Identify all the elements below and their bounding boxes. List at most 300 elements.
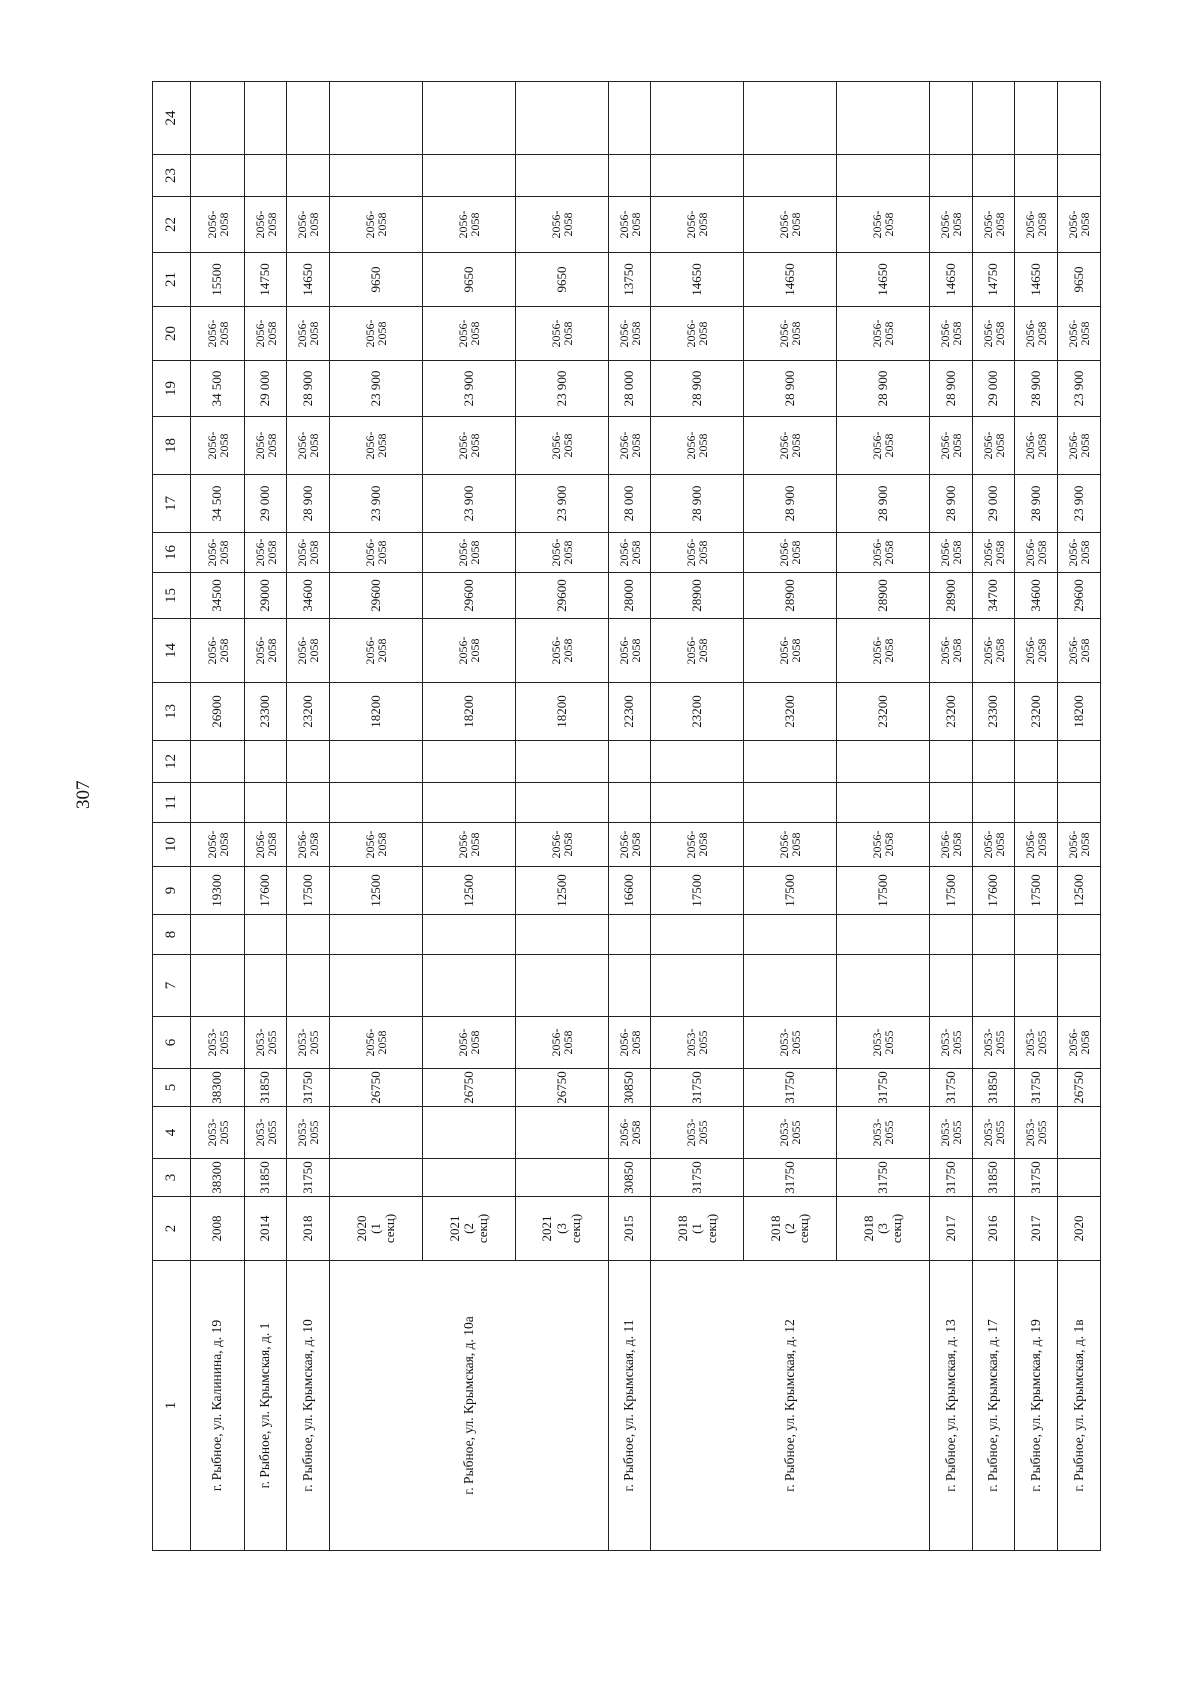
- value-cell: 14650: [837, 253, 930, 307]
- value-cell: 34500: [191, 573, 244, 619]
- value-cell: 31750: [837, 1069, 930, 1107]
- year-cell: 2018 (2 секц): [744, 1197, 837, 1261]
- period-cell: 2056- 2058: [837, 197, 930, 253]
- value-cell: [1015, 915, 1058, 955]
- value-cell: [423, 155, 516, 197]
- period-cell: 2056- 2058: [930, 823, 973, 867]
- period-cell: 2056- 2058: [1015, 823, 1058, 867]
- column-header: 3: [153, 1159, 191, 1197]
- period-cell: 2056- 2058: [330, 417, 423, 475]
- year-cell: 2017: [1015, 1197, 1058, 1261]
- column-header: 21: [153, 253, 191, 307]
- period-cell: 2056- 2058: [1058, 823, 1101, 867]
- period-cell: 2056- 2058: [608, 823, 651, 867]
- value-cell: [423, 915, 516, 955]
- value-cell: 28 900: [651, 361, 744, 417]
- value-cell: [423, 783, 516, 823]
- period-cell: 2053- 2055: [744, 1017, 837, 1069]
- value-cell: 9650: [330, 253, 423, 307]
- period-cell: 2056- 2058: [330, 823, 423, 867]
- value-cell: 26900: [191, 683, 244, 741]
- period-cell: 2056- 2058: [972, 823, 1015, 867]
- value-cell: 28900: [744, 573, 837, 619]
- period-cell: 2056- 2058: [423, 619, 516, 683]
- value-cell: 29600: [1058, 573, 1101, 619]
- value-cell: 31750: [1015, 1159, 1058, 1197]
- value-cell: [1015, 955, 1058, 1017]
- value-cell: 18200: [423, 683, 516, 741]
- value-cell: [744, 783, 837, 823]
- period-cell: 2056- 2058: [287, 197, 330, 253]
- value-cell: 17600: [972, 867, 1015, 915]
- value-cell: [244, 915, 287, 955]
- value-cell: [744, 915, 837, 955]
- value-cell: [1015, 155, 1058, 197]
- value-cell: [330, 1159, 423, 1197]
- value-cell: [244, 955, 287, 1017]
- value-cell: 28 900: [1015, 475, 1058, 533]
- address-cell: г. Рыбное, ул. Крымская, д. 13: [930, 1261, 973, 1551]
- value-cell: 31850: [972, 1069, 1015, 1107]
- value-cell: 9650: [1058, 253, 1101, 307]
- column-header: 20: [153, 307, 191, 361]
- value-cell: 23 900: [423, 361, 516, 417]
- value-cell: 29 000: [244, 475, 287, 533]
- period-cell: 2056- 2058: [287, 307, 330, 361]
- period-cell: 2056- 2058: [330, 533, 423, 573]
- period-cell: 2056- 2058: [744, 197, 837, 253]
- value-cell: 12500: [1058, 867, 1101, 915]
- value-cell: 28 900: [287, 361, 330, 417]
- page-number: 307: [73, 780, 94, 809]
- table-row: [1058, 82, 1101, 1551]
- value-cell: 23200: [1015, 683, 1058, 741]
- period-cell: 2056- 2058: [191, 533, 244, 573]
- period-cell: 2056- 2058: [608, 197, 651, 253]
- value-cell: [972, 955, 1015, 1017]
- value-cell: [744, 955, 837, 1017]
- period-cell: 2056- 2058: [287, 533, 330, 573]
- value-cell: 23200: [930, 683, 973, 741]
- value-cell: 31750: [837, 1159, 930, 1197]
- period-cell: 2056- 2058: [930, 533, 973, 573]
- column-header: 11: [153, 783, 191, 823]
- value-cell: 23 900: [1058, 475, 1101, 533]
- value-cell: [608, 955, 651, 1017]
- period-cell: 2053- 2055: [930, 1017, 973, 1069]
- period-cell: 2056- 2058: [287, 417, 330, 475]
- value-cell: 23 900: [515, 475, 608, 533]
- period-cell: 2056- 2058: [608, 533, 651, 573]
- value-cell: [1058, 783, 1101, 823]
- column-header: 5: [153, 1069, 191, 1107]
- value-cell: [515, 1107, 608, 1159]
- value-cell: 26750: [423, 1069, 516, 1107]
- value-cell: [651, 82, 744, 155]
- period-cell: 2056- 2058: [1015, 619, 1058, 683]
- table-row: [651, 82, 744, 1551]
- value-cell: [608, 741, 651, 783]
- period-cell: 2053- 2055: [244, 1017, 287, 1069]
- year-cell: 2020 (1 секц): [330, 1197, 423, 1261]
- period-cell: 2056- 2058: [287, 823, 330, 867]
- value-cell: 31750: [651, 1069, 744, 1107]
- address-cell: г. Рыбное, ул. Калинина, д. 19: [191, 1261, 244, 1551]
- value-cell: 23 900: [423, 475, 516, 533]
- period-cell: 2056- 2058: [423, 823, 516, 867]
- value-cell: 17500: [837, 867, 930, 915]
- value-cell: [837, 155, 930, 197]
- period-cell: 2056- 2058: [330, 197, 423, 253]
- period-cell: 2056- 2058: [651, 417, 744, 475]
- value-cell: 31750: [930, 1159, 973, 1197]
- period-cell: 2056- 2058: [608, 1017, 651, 1069]
- year-cell: 2018: [287, 1197, 330, 1261]
- value-cell: 17500: [744, 867, 837, 915]
- value-cell: 29000: [244, 573, 287, 619]
- period-cell: 2056- 2058: [744, 619, 837, 683]
- value-cell: [837, 82, 930, 155]
- value-cell: 28 900: [1015, 361, 1058, 417]
- value-cell: [515, 1159, 608, 1197]
- period-cell: 2053- 2055: [191, 1107, 244, 1159]
- column-header: 19: [153, 361, 191, 417]
- period-cell: 2056- 2058: [837, 307, 930, 361]
- value-cell: [244, 82, 287, 155]
- value-cell: 23200: [837, 683, 930, 741]
- value-cell: 23200: [287, 683, 330, 741]
- period-cell: 2053- 2055: [651, 1017, 744, 1069]
- value-cell: [330, 1107, 423, 1159]
- value-cell: 23 900: [515, 361, 608, 417]
- value-cell: [837, 741, 930, 783]
- value-cell: 23200: [651, 683, 744, 741]
- column-header: 22: [153, 197, 191, 253]
- value-cell: [972, 155, 1015, 197]
- value-cell: 31750: [1015, 1069, 1058, 1107]
- period-cell: 2056- 2058: [1058, 1017, 1101, 1069]
- value-cell: [515, 82, 608, 155]
- value-cell: 28900: [651, 573, 744, 619]
- value-cell: [930, 82, 973, 155]
- period-cell: 2053- 2055: [244, 1107, 287, 1159]
- value-cell: [1058, 82, 1101, 155]
- value-cell: [287, 783, 330, 823]
- value-cell: 18200: [330, 683, 423, 741]
- value-cell: 31750: [287, 1069, 330, 1107]
- table-body: [153, 82, 1101, 1551]
- value-cell: [244, 741, 287, 783]
- value-cell: 29 000: [244, 361, 287, 417]
- period-cell: 2056- 2058: [244, 417, 287, 475]
- value-cell: 28 900: [837, 361, 930, 417]
- period-cell: 2056- 2058: [1058, 307, 1101, 361]
- value-cell: 31850: [244, 1069, 287, 1107]
- value-cell: [1058, 155, 1101, 197]
- value-cell: 28 000: [608, 361, 651, 417]
- period-cell: 2053- 2055: [287, 1107, 330, 1159]
- value-cell: 22300: [608, 683, 651, 741]
- value-cell: [972, 741, 1015, 783]
- value-cell: 29600: [330, 573, 423, 619]
- value-cell: 9650: [515, 253, 608, 307]
- header-row: [153, 82, 191, 1551]
- value-cell: 18200: [1058, 683, 1101, 741]
- period-cell: 2056- 2058: [515, 1017, 608, 1069]
- value-cell: [330, 155, 423, 197]
- period-cell: 2056- 2058: [651, 533, 744, 573]
- address-cell: г. Рыбное, ул. Крымская, д. 12: [651, 1261, 930, 1551]
- value-cell: 31850: [972, 1159, 1015, 1197]
- value-cell: [972, 783, 1015, 823]
- value-cell: 23 900: [1058, 361, 1101, 417]
- value-cell: [651, 955, 744, 1017]
- value-cell: [287, 741, 330, 783]
- rotated-table-container: [152, 82, 1101, 1551]
- period-cell: 2056- 2058: [651, 823, 744, 867]
- period-cell: 2056- 2058: [744, 823, 837, 867]
- value-cell: [423, 741, 516, 783]
- period-cell: 2056- 2058: [244, 823, 287, 867]
- value-cell: 30850: [608, 1069, 651, 1107]
- column-header: 7: [153, 955, 191, 1017]
- period-cell: 2056- 2058: [972, 533, 1015, 573]
- value-cell: [651, 783, 744, 823]
- table-row: [287, 82, 330, 1551]
- period-cell: 2056- 2058: [972, 619, 1015, 683]
- value-cell: [191, 741, 244, 783]
- value-cell: 15500: [191, 253, 244, 307]
- value-cell: 12500: [515, 867, 608, 915]
- value-cell: [608, 82, 651, 155]
- value-cell: [287, 82, 330, 155]
- value-cell: 9650: [423, 253, 516, 307]
- period-cell: 2056- 2058: [423, 1017, 516, 1069]
- period-cell: 2056- 2058: [744, 533, 837, 573]
- housing-data-table: [152, 81, 1101, 1551]
- value-cell: [1058, 955, 1101, 1017]
- value-cell: 28 000: [608, 475, 651, 533]
- column-header: 6: [153, 1017, 191, 1069]
- value-cell: 23300: [244, 683, 287, 741]
- value-cell: [1058, 915, 1101, 955]
- value-cell: [191, 955, 244, 1017]
- value-cell: 29600: [515, 573, 608, 619]
- value-cell: 28 900: [837, 475, 930, 533]
- period-cell: 2056- 2058: [244, 619, 287, 683]
- value-cell: [972, 82, 1015, 155]
- value-cell: 28 900: [744, 475, 837, 533]
- value-cell: 14650: [1015, 253, 1058, 307]
- period-cell: 2053- 2055: [930, 1107, 973, 1159]
- value-cell: 28 900: [930, 475, 973, 533]
- value-cell: 23 900: [330, 361, 423, 417]
- period-cell: 2056- 2058: [1058, 197, 1101, 253]
- value-cell: 14650: [287, 253, 330, 307]
- period-cell: 2056- 2058: [330, 1017, 423, 1069]
- value-cell: [287, 955, 330, 1017]
- period-cell: 2056- 2058: [1058, 619, 1101, 683]
- period-cell: 2056- 2058: [287, 619, 330, 683]
- period-cell: 2056- 2058: [515, 619, 608, 683]
- column-header: 9: [153, 867, 191, 915]
- period-cell: 2056- 2058: [837, 533, 930, 573]
- value-cell: 14750: [244, 253, 287, 307]
- value-cell: [930, 783, 973, 823]
- period-cell: 2056- 2058: [515, 533, 608, 573]
- period-cell: 2056- 2058: [651, 619, 744, 683]
- period-cell: 2056- 2058: [1015, 197, 1058, 253]
- value-cell: 17500: [930, 867, 973, 915]
- table-row: [930, 82, 973, 1551]
- period-cell: 2056- 2058: [651, 307, 744, 361]
- value-cell: 31750: [930, 1069, 973, 1107]
- value-cell: 34700: [972, 573, 1015, 619]
- value-cell: [930, 955, 973, 1017]
- value-cell: [651, 741, 744, 783]
- value-cell: 38300: [191, 1159, 244, 1197]
- value-cell: 28 900: [930, 361, 973, 417]
- value-cell: [744, 741, 837, 783]
- value-cell: 14650: [651, 253, 744, 307]
- value-cell: 34 500: [191, 361, 244, 417]
- period-cell: 2056- 2058: [930, 417, 973, 475]
- period-cell: 2056- 2058: [744, 417, 837, 475]
- year-cell: 2021 (3 секц): [515, 1197, 608, 1261]
- table-row: [244, 82, 287, 1551]
- value-cell: 14750: [972, 253, 1015, 307]
- value-cell: 29 000: [972, 475, 1015, 533]
- column-header: 14: [153, 619, 191, 683]
- table-row: [972, 82, 1015, 1551]
- value-cell: [191, 82, 244, 155]
- value-cell: [651, 155, 744, 197]
- value-cell: [930, 741, 973, 783]
- column-header: 16: [153, 533, 191, 573]
- year-cell: 2018 (1 секц): [651, 1197, 744, 1261]
- period-cell: 2056- 2058: [515, 197, 608, 253]
- period-cell: 2056- 2058: [191, 417, 244, 475]
- period-cell: 2056- 2058: [1015, 307, 1058, 361]
- value-cell: 12500: [330, 867, 423, 915]
- value-cell: [330, 915, 423, 955]
- value-cell: [515, 741, 608, 783]
- column-header: 18: [153, 417, 191, 475]
- period-cell: 2056- 2058: [972, 307, 1015, 361]
- value-cell: [191, 155, 244, 197]
- column-header: 17: [153, 475, 191, 533]
- column-header: 10: [153, 823, 191, 867]
- column-header: 13: [153, 683, 191, 741]
- value-cell: [287, 155, 330, 197]
- period-cell: 2056- 2058: [608, 417, 651, 475]
- period-cell: 2056- 2058: [191, 197, 244, 253]
- value-cell: 31750: [744, 1069, 837, 1107]
- period-cell: 2053- 2055: [191, 1017, 244, 1069]
- period-cell: 2056- 2058: [330, 619, 423, 683]
- value-cell: 23200: [744, 683, 837, 741]
- value-cell: 23300: [972, 683, 1015, 741]
- value-cell: 14650: [744, 253, 837, 307]
- value-cell: 31850: [244, 1159, 287, 1197]
- value-cell: 34600: [1015, 573, 1058, 619]
- value-cell: [837, 783, 930, 823]
- period-cell: 2056- 2058: [244, 533, 287, 573]
- period-cell: 2056- 2058: [191, 307, 244, 361]
- period-cell: 2056- 2058: [930, 619, 973, 683]
- period-cell: 2056- 2058: [191, 823, 244, 867]
- value-cell: [744, 155, 837, 197]
- value-cell: 31750: [287, 1159, 330, 1197]
- value-cell: 17600: [244, 867, 287, 915]
- period-cell: 2056- 2058: [972, 197, 1015, 253]
- value-cell: [515, 783, 608, 823]
- value-cell: [837, 955, 930, 1017]
- period-cell: 2056- 2058: [608, 1107, 651, 1159]
- column-header: 24: [153, 82, 191, 155]
- value-cell: 26750: [1058, 1069, 1101, 1107]
- period-cell: 2056- 2058: [744, 307, 837, 361]
- value-cell: 28 900: [744, 361, 837, 417]
- value-cell: 13750: [608, 253, 651, 307]
- year-cell: 2015: [608, 1197, 651, 1261]
- value-cell: [191, 915, 244, 955]
- value-cell: [651, 915, 744, 955]
- table-row: [1015, 82, 1058, 1551]
- value-cell: [423, 1107, 516, 1159]
- period-cell: 2056- 2058: [930, 197, 973, 253]
- value-cell: 14650: [930, 253, 973, 307]
- value-cell: 28900: [837, 573, 930, 619]
- value-cell: [515, 155, 608, 197]
- value-cell: 34600: [287, 573, 330, 619]
- value-cell: [837, 915, 930, 955]
- value-cell: 28000: [608, 573, 651, 619]
- value-cell: [930, 915, 973, 955]
- value-cell: 29 000: [972, 361, 1015, 417]
- value-cell: [191, 783, 244, 823]
- value-cell: [330, 783, 423, 823]
- period-cell: 2056- 2058: [244, 307, 287, 361]
- address-cell: г. Рыбное, ул. Крымская, д. 17: [972, 1261, 1015, 1551]
- period-cell: 2056- 2058: [608, 619, 651, 683]
- period-cell: 2056- 2058: [608, 307, 651, 361]
- value-cell: 34 500: [191, 475, 244, 533]
- value-cell: 19300: [191, 867, 244, 915]
- value-cell: [744, 82, 837, 155]
- value-cell: 30850: [608, 1159, 651, 1197]
- column-header: 23: [153, 155, 191, 197]
- address-cell: г. Рыбное, ул. Крымская, д. 10: [287, 1261, 330, 1551]
- value-cell: [1058, 1107, 1101, 1159]
- period-cell: 2056- 2058: [191, 619, 244, 683]
- value-cell: 31750: [744, 1159, 837, 1197]
- value-cell: [244, 783, 287, 823]
- value-cell: [330, 82, 423, 155]
- value-cell: [244, 155, 287, 197]
- period-cell: 2056- 2058: [930, 307, 973, 361]
- period-cell: 2056- 2058: [244, 197, 287, 253]
- address-cell: г. Рыбное, ул. Крымская, д. 19: [1015, 1261, 1058, 1551]
- period-cell: 2053- 2055: [1015, 1017, 1058, 1069]
- period-cell: 2056- 2058: [423, 417, 516, 475]
- value-cell: 38300: [191, 1069, 244, 1107]
- period-cell: 2056- 2058: [1015, 417, 1058, 475]
- value-cell: 17500: [1015, 867, 1058, 915]
- address-cell: г. Рыбное, ул. Крымская, д. 1: [244, 1261, 287, 1551]
- year-cell: 2017: [930, 1197, 973, 1261]
- column-header: 15: [153, 573, 191, 619]
